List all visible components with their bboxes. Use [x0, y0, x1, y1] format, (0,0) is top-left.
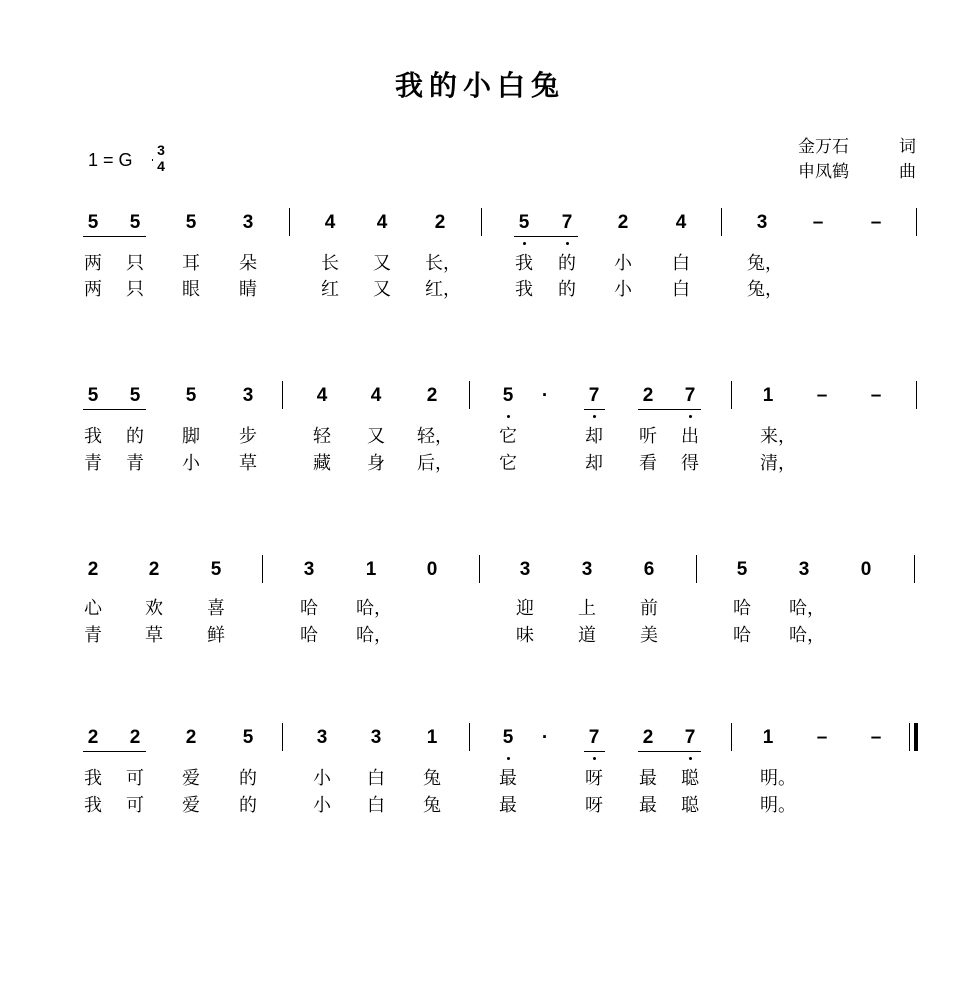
note: 4 — [675, 212, 687, 233]
lyricist-name: 金万石 — [798, 137, 849, 157]
note: 1 — [426, 727, 438, 748]
lyric-syllable: 它 — [499, 453, 517, 474]
lyric-syllable: 却 — [585, 426, 603, 447]
lyric-syllable: 青 — [84, 453, 102, 474]
note: 2 — [185, 727, 197, 748]
lyricist-role: 词 — [899, 137, 916, 157]
lyric-syllable: 哈 — [300, 598, 318, 619]
lyric-syllable: 身 — [367, 453, 385, 474]
barline — [469, 381, 470, 409]
lyric-syllable: 睛 — [239, 279, 257, 300]
lyric-syllable: 青 — [126, 453, 144, 474]
note: 5 — [736, 559, 748, 580]
note: 4 — [324, 212, 336, 233]
octave-dot-below — [523, 242, 526, 245]
eighth-underline — [638, 409, 701, 410]
lyric-syllable: 只 — [126, 279, 144, 300]
lyric-syllable: 我 — [84, 768, 102, 789]
lyric-syllable: 可 — [126, 795, 144, 816]
lyric-syllable: 兔， — [747, 253, 783, 274]
lyric-syllable: 的 — [239, 768, 257, 789]
note: 3 — [798, 559, 810, 580]
note: 5 — [87, 385, 99, 406]
lyric-syllable: 红 — [321, 279, 339, 300]
lyric-syllable: 看 — [639, 453, 657, 474]
lyric-syllable: 明。 — [760, 795, 796, 816]
lyric-syllable: 白 — [367, 795, 385, 816]
note: 1 — [365, 559, 377, 580]
barline — [721, 208, 722, 236]
lyric-syllable: 哈， — [789, 625, 825, 646]
lyric-syllable: 心 — [84, 598, 102, 619]
composer-name: 申凤鹤 — [798, 162, 849, 182]
dash-note: – — [870, 727, 882, 748]
barline — [479, 555, 480, 583]
barline — [289, 208, 290, 236]
note: 0 — [426, 559, 438, 580]
lyric-syllable: 味 — [516, 625, 534, 646]
note: 5 — [518, 212, 530, 233]
lyric-syllable: 前 — [640, 598, 658, 619]
lyric-syllable: 脚 — [182, 426, 200, 447]
lyric-syllable: 的 — [126, 426, 144, 447]
lyric-syllable: 却 — [585, 453, 603, 474]
note: 3 — [370, 727, 382, 748]
lyric-syllable: 步 — [239, 426, 257, 447]
note: 5 — [242, 727, 254, 748]
lyric-syllable: 又 — [373, 279, 391, 300]
lyric-syllable: 欢 — [145, 598, 163, 619]
note: 1 — [762, 727, 774, 748]
note: 7 — [588, 727, 600, 748]
note: 2 — [642, 385, 654, 406]
eighth-underline — [638, 751, 701, 752]
dash-note: – — [870, 212, 882, 233]
lyric-syllable: 得 — [681, 453, 699, 474]
augmentation-dot: · — [541, 385, 549, 406]
note: 5 — [502, 727, 514, 748]
lyric-syllable: 白 — [672, 253, 690, 274]
note: 5 — [502, 385, 514, 406]
lyric-syllable: 鲜 — [207, 625, 225, 646]
lyric-syllable: 小 — [614, 279, 632, 300]
dash-note: – — [870, 385, 882, 406]
note: 5 — [129, 385, 141, 406]
note: 4 — [370, 385, 382, 406]
lyric-syllable: 耳 — [182, 253, 200, 274]
lyric-syllable: 哈 — [300, 625, 318, 646]
note: 5 — [210, 559, 222, 580]
time-signature — [152, 142, 170, 174]
lyric-syllable: 哈， — [789, 598, 825, 619]
lyric-syllable: 兔， — [747, 279, 783, 300]
octave-dot-below — [593, 757, 596, 760]
lyric-syllable: 它 — [499, 426, 517, 447]
dash-note: – — [812, 212, 824, 233]
note: 4 — [376, 212, 388, 233]
lyric-syllable: 最 — [499, 768, 517, 789]
note: 3 — [316, 727, 328, 748]
note: 5 — [87, 212, 99, 233]
time-signature-top: 3 — [157, 142, 165, 158]
lyric-syllable: 的 — [558, 279, 576, 300]
lyric-syllable: 只 — [126, 253, 144, 274]
note: 3 — [242, 385, 254, 406]
note: 7 — [684, 385, 696, 406]
lyric-syllable: 青 — [84, 625, 102, 646]
barline — [282, 723, 283, 751]
time-signature-bottom: 4 — [157, 158, 165, 174]
octave-dot-below — [593, 415, 596, 418]
lyric-syllable: 又 — [373, 253, 391, 274]
eighth-underline — [514, 236, 578, 237]
lyric-syllable: 最 — [639, 795, 657, 816]
lyric-syllable: 白 — [672, 279, 690, 300]
note: 3 — [303, 559, 315, 580]
final-barline-thick — [914, 723, 918, 751]
lyric-syllable: 兔 — [423, 768, 441, 789]
lyric-syllable: 长， — [425, 253, 461, 274]
lyric-syllable: 的 — [239, 795, 257, 816]
note: 6 — [643, 559, 655, 580]
octave-dot-below — [507, 415, 510, 418]
note: 1 — [762, 385, 774, 406]
note: 3 — [756, 212, 768, 233]
note: 5 — [185, 385, 197, 406]
lyric-syllable: 小 — [182, 453, 200, 474]
lyric-syllable: 轻， — [417, 426, 453, 447]
eighth-underline — [83, 409, 146, 410]
barline — [469, 723, 470, 751]
lyric-syllable: 上 — [578, 598, 596, 619]
lyric-syllable: 呀 — [585, 795, 603, 816]
lyric-syllable: 哈， — [356, 625, 392, 646]
lyric-syllable: 出 — [681, 426, 699, 447]
lyric-syllable: 哈 — [733, 598, 751, 619]
lyric-syllable: 又 — [367, 426, 385, 447]
lyric-syllable: 红， — [425, 279, 461, 300]
barline — [696, 555, 697, 583]
barline — [916, 208, 917, 236]
lyric-syllable: 草 — [145, 625, 163, 646]
lyric-syllable: 来， — [760, 426, 796, 447]
lyric-syllable: 爱 — [182, 795, 200, 816]
lyric-syllable: 清， — [760, 453, 796, 474]
lyric-syllable: 哈 — [733, 625, 751, 646]
lyric-syllable: 小 — [313, 795, 331, 816]
lyric-syllable: 白 — [367, 768, 385, 789]
barline — [731, 381, 732, 409]
song-title: 我的小白兔 — [394, 69, 565, 102]
dash-note: – — [816, 727, 828, 748]
lyric-syllable: 眼 — [182, 279, 200, 300]
lyric-syllable: 两 — [84, 253, 102, 274]
lyric-syllable: 明。 — [760, 768, 796, 789]
note: 7 — [588, 385, 600, 406]
note: 2 — [129, 727, 141, 748]
lyric-syllable: 听 — [639, 426, 657, 447]
barline — [282, 381, 283, 409]
lyric-syllable: 美 — [640, 625, 658, 646]
note: 5 — [129, 212, 141, 233]
lyric-syllable: 最 — [499, 795, 517, 816]
eighth-underline — [83, 236, 146, 237]
lyric-syllable: 两 — [84, 279, 102, 300]
note: 2 — [642, 727, 654, 748]
note: 3 — [242, 212, 254, 233]
lyric-syllable: 可 — [126, 768, 144, 789]
lyric-syllable: 我 — [84, 795, 102, 816]
note: 2 — [617, 212, 629, 233]
barline — [914, 555, 915, 583]
note: 2 — [87, 559, 99, 580]
barline — [916, 381, 917, 409]
lyricist-credit — [798, 132, 916, 157]
eighth-underline — [584, 409, 605, 410]
note: 3 — [519, 559, 531, 580]
lyric-syllable: 小 — [614, 253, 632, 274]
note: 2 — [434, 212, 446, 233]
lyric-syllable: 哈， — [356, 598, 392, 619]
time-signature-line — [152, 159, 153, 161]
note: 0 — [860, 559, 872, 580]
eighth-underline — [584, 751, 605, 752]
composer-credit — [798, 157, 916, 182]
note: 5 — [185, 212, 197, 233]
dash-note: – — [816, 385, 828, 406]
lyric-syllable: 长 — [321, 253, 339, 274]
octave-dot-below — [689, 415, 692, 418]
lyric-syllable: 聪 — [681, 795, 699, 816]
key-signature: 1 = G — [88, 150, 133, 170]
octave-dot-below — [566, 242, 569, 245]
composer-role: 曲 — [899, 162, 916, 182]
note: 2 — [426, 385, 438, 406]
lyric-syllable: 朵 — [239, 253, 257, 274]
augmentation-dot: · — [541, 727, 549, 748]
lyric-syllable: 草 — [239, 453, 257, 474]
eighth-underline — [83, 751, 146, 752]
lyric-syllable: 聪 — [681, 768, 699, 789]
lyric-syllable: 我 — [515, 253, 533, 274]
lyric-syllable: 道 — [578, 625, 596, 646]
lyric-syllable: 的 — [558, 253, 576, 274]
lyric-syllable: 后， — [417, 453, 453, 474]
barline — [731, 723, 732, 751]
note: 7 — [561, 212, 573, 233]
note: 7 — [684, 727, 696, 748]
note: 2 — [87, 727, 99, 748]
note: 4 — [316, 385, 328, 406]
lyric-syllable: 爱 — [182, 768, 200, 789]
barline — [262, 555, 263, 583]
lyric-syllable: 最 — [639, 768, 657, 789]
lyric-syllable: 藏 — [313, 453, 331, 474]
lyric-syllable: 呀 — [585, 768, 603, 789]
lyric-syllable: 喜 — [207, 598, 225, 619]
final-barline-thin — [909, 723, 910, 751]
lyric-syllable: 我 — [84, 426, 102, 447]
octave-dot-below — [507, 757, 510, 760]
barline — [481, 208, 482, 236]
note: 3 — [581, 559, 593, 580]
lyric-syllable: 兔 — [423, 795, 441, 816]
lyric-syllable: 我 — [515, 279, 533, 300]
octave-dot-below — [689, 757, 692, 760]
lyric-syllable: 轻 — [313, 426, 331, 447]
lyric-syllable: 小 — [313, 768, 331, 789]
note: 2 — [148, 559, 160, 580]
lyric-syllable: 迎 — [516, 598, 534, 619]
